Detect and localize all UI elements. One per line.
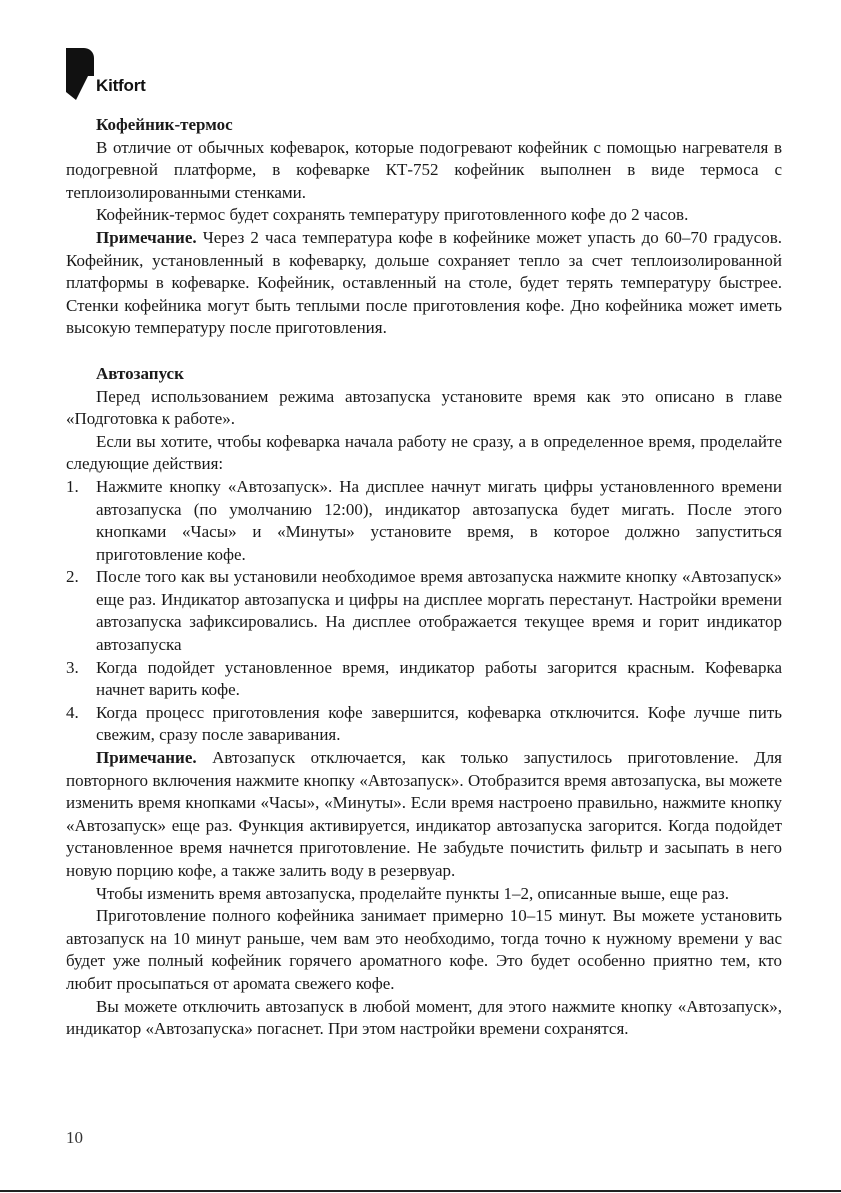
kitfort-logo xyxy=(66,48,186,102)
section-heading-autostart: Автозапуск xyxy=(96,363,184,383)
step-number: 1. xyxy=(66,476,79,496)
paragraph: Перед использованием режима автозапуска установите время как это описано в главе «Подготовка к работе». xyxy=(66,386,782,429)
page-number: 10 xyxy=(66,1128,83,1147)
note-text: Автозапуск отключается, как только запустилось приготовление. Для повторного включения нажмите кнопку «Автозапуск». Отобразится время автозапуска, вы можете изменить время кнопками «Часы», «Минуты». Если время настроено правильно, нажмите кнопку «Автозапуск» еще раз. Функция активируется, индикатор автозапуска загорится. Когда подойдет установленное время начнется приготовление. Не забудьте почистить фильтр и засыпать в него новую порцию кофе, а также залить воду в резервуар. xyxy=(66,748,782,880)
kitfort-logo-mark-icon xyxy=(66,48,94,100)
list-item xyxy=(66,657,782,702)
paragraph: Если вы хотите, чтобы кофеварка начала работу не сразу, а в определенное время, проделайте следующие действия: xyxy=(66,431,782,474)
step-number: 3. xyxy=(66,657,79,677)
step-number: 2. xyxy=(66,567,79,587)
step-number: 4. xyxy=(66,702,79,722)
paragraph: Чтобы изменить время автозапуска, проделайте пункты 1–2, описанные выше, еще раз. xyxy=(96,883,729,903)
page-bottom-rule xyxy=(0,1190,841,1192)
note-text: Через 2 часа температура кофе в кофейнике может упасть до 60–70 градусов. Кофейник, установленный в кофеварку, дольше сохраняет тепло за счет теплоизолированной платформы в кофеварке. Кофейник, оставленный на столе, будет терять температуру быстрее. Стенки кофейника могут быть теплыми после приготовления кофе. Дно кофейника может иметь высокую температуру после приготовления. xyxy=(66,227,782,338)
note-label: Примечание. xyxy=(96,748,197,768)
step-text: Когда процесс приготовления кофе завершится, кофеварка отключится. Кофе лучше пить свежим, сразу после заваривания. xyxy=(96,702,782,745)
manual-page-content xyxy=(66,114,782,1041)
step-text: После того как вы установили необходимое время автозапуска нажмите кнопку «Автозапуск» еще раз. Индикатор автозапуска и цифры на дисплее моргать перестанут. Настройки времени автозапуска зафиксировались. На дисплее отображается текущее время и горит индикатор автозапуска xyxy=(96,567,782,655)
list-item xyxy=(66,702,782,747)
steps-list xyxy=(66,476,782,747)
list-item xyxy=(66,566,782,656)
note-paragraph xyxy=(66,747,782,883)
list-item xyxy=(66,476,782,566)
logo-text: Kitfort xyxy=(96,76,146,95)
note-paragraph xyxy=(66,227,782,340)
section-spacer xyxy=(66,340,782,363)
step-text: Нажмите кнопку «Автозапуск». На дисплее начнут мигать цифры установленного времени автозапуска (по умолчанию 12:00), индикатор автозапуска будет мигать. После этого кнопками «Часы» и «Минуты» установите время, в которое должно запуститься приготовление кофе. xyxy=(96,476,782,564)
step-text: Когда подойдет установленное время, индикатор работы загорится красным. Кофеварка начнет варить кофе. xyxy=(96,657,782,700)
paragraph: Приготовление полного кофейника занимает примерно 10–15 минут. Вы можете установить автозапуск на 10 минут раньше, чем вам это необходимо, тогда точно к нужному времени у вас будет уже полный кофейник горячего ароматного кофе. Это будет особенно приятно тем, кто любит просыпаться от аромата свежего кофе. xyxy=(66,906,782,993)
section-heading-thermos: Кофейник-термос xyxy=(96,115,233,134)
paragraph: В отличие от обычных кофеварок, которые подогревают кофейник с помощью нагревателя в подогревной платформе, в кофеварке КТ-752 кофейник выполнен в виде термоса с теплоизолированными стенками. xyxy=(66,137,782,202)
paragraph: Кофейник-термос будет сохранять температуру приготовленного кофе до 2 часов. xyxy=(96,205,689,225)
note-label: Примечание. xyxy=(96,227,197,247)
paragraph: Вы можете отключить автозапуск в любой момент, для этого нажмите кнопку «Автозапуск», индикатор «Автозапуска» погаснет. При этом настройки времени сохранятся. xyxy=(66,996,782,1039)
